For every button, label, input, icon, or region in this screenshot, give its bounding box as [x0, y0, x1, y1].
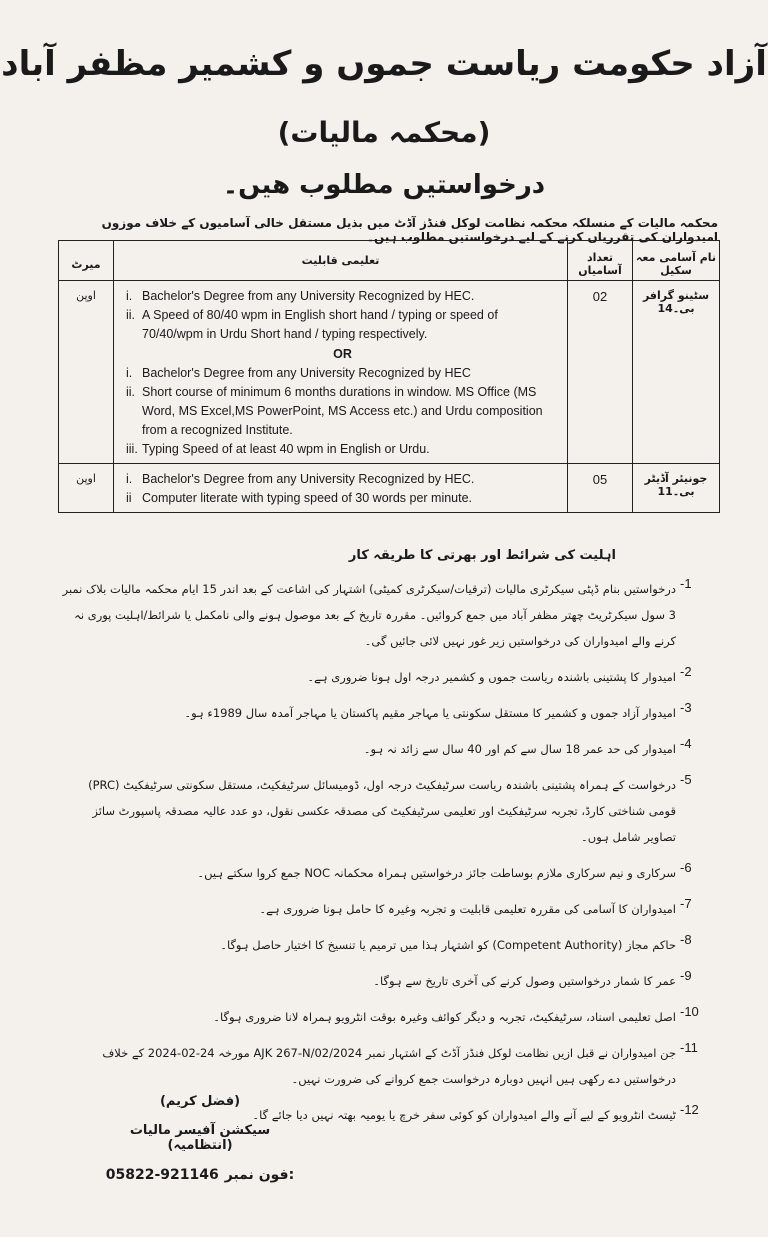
list-item	[58, 772, 720, 850]
condition-text: اصل تعلیمی اسناد، سرٹیفکیٹ، تجربہ و دیگر کوائف وغیرہ بوقت انٹرویو ہمراہ لانا ضروری ہوگا۔	[213, 1010, 676, 1024]
qualification-line	[126, 383, 559, 440]
list-item	[58, 896, 720, 922]
qualification-text: A Speed of 80/40 wpm in English short hand / typing or speed of 70/40/wpm in Urdu Short hand / typing respectively.	[142, 308, 498, 341]
condition-text: عمر کا شمار درخواستیں وصول کرنے کی آخری تاریخ سے ہوگا۔	[373, 974, 676, 988]
qualification-line	[126, 440, 559, 459]
condition-number: -2	[680, 664, 692, 679]
qualification-number: ii	[126, 491, 132, 505]
condition-number: -5	[680, 772, 692, 787]
qualification-line	[126, 489, 559, 508]
header-merit: میرٹ	[59, 241, 114, 281]
qualification-text: Typing Speed of at least 40 wpm in English or Urdu.	[142, 442, 430, 456]
condition-text: جن امیدواران نے قبل ازیں نظامت لوکل فنڈز آڈٹ کے اشتہار نمبر AJK 267-N/02/2024 مورخہ 24-02-2024 کے خلاف درخواستیں دے رکھی ہیں انہیں دوبارہ درخواست جمع کروانے کی ضرورت نہیں۔	[102, 1046, 676, 1086]
government-title: آزاد حکومت ریاست جموں و کشمیر مظفر آباد	[1, 44, 767, 84]
phone-line	[100, 1167, 300, 1183]
condition-number: -7	[680, 896, 692, 911]
qualification-number: ii.	[126, 308, 136, 322]
condition-number: -6	[680, 860, 692, 875]
merit-cell: اوپن	[59, 281, 114, 464]
conditions-list	[58, 576, 720, 1138]
post-cell: سٹینو گرافر بی۔14	[633, 281, 720, 464]
condition-text: ٹیسٹ انٹرویو کے لیے آنے والے امیدواران کو کوئی سفر خرچ یا یومیہ بھتہ نہیں دیا جائے گا۔	[252, 1108, 676, 1122]
qualification-number: iii.	[126, 442, 138, 456]
list-item	[58, 1040, 720, 1092]
condition-number: -4	[680, 736, 692, 751]
qualification-number: ii.	[126, 385, 136, 399]
qualification-number: i.	[126, 289, 133, 303]
list-item	[58, 860, 720, 886]
condition-text: امیدواران کا آسامی کی مقررہ تعلیمی قابلیت و تجربہ وغیرہ کا حامل ہونا ضروری ہے۔	[259, 902, 676, 916]
list-item	[58, 700, 720, 726]
or-separator: OR	[333, 347, 352, 361]
condition-number: -3	[680, 700, 692, 715]
qualification-line	[126, 287, 559, 306]
signature-block	[100, 1094, 300, 1183]
condition-text: امیدوار کا پشتینی باشندہ ریاست جموں و کشمیر درجہ اول ہونا ضروری ہے۔	[307, 670, 676, 684]
condition-number: -8	[680, 932, 692, 947]
conditions-title: اہلیت کی شرائط اور بھرتی کا طریقہ کار	[348, 548, 616, 563]
list-item	[58, 932, 720, 958]
merit-cell: اوپن	[59, 464, 114, 513]
department-title: (محکمہ مالیات)	[277, 116, 491, 149]
condition-text: حاکم مجاز (Competent Authority) کو اشتہار ہذا میں ترمیم یا تنسیخ کا اختیار حاصل ہوگا۔	[220, 938, 676, 952]
qualification-text: Computer literate with typing speed of 30 words per minute.	[142, 491, 473, 505]
header-post: نام آسامی معہ سکیل	[633, 241, 720, 281]
table-header-row	[59, 241, 720, 281]
condition-text: امیدوار آزاد جموں و کشمیر کا مستقل سکونتی یا مہاجر مقیم پاکستان یا مہاجر آمدہ سال 1989ء ہو۔	[184, 706, 676, 720]
condition-number: -1	[680, 576, 692, 591]
qualification-text: Bachelor's Degree from any University Recognized by HEC.	[142, 472, 475, 486]
qualification-cell	[114, 464, 568, 513]
condition-text: درخواستیں بنام ڈپٹی سیکرٹری مالیات (ترقیات/سیکرٹری کمیٹی) اشتہار کی اشاعت کے بعد اندر 15 ایام محکمہ مالیات بلاک نمبر 3 سول سیکرٹریٹ چھتر مظفر آباد میں جمع کروائیں۔ مقررہ تاریخ کے بعد موصول ہونے والی نامکمل یا شرائط/اہلیت پوری نہ کرنے والے امیدواران کی درخواستیں زیر غور نہیں لائی جائیں گی۔	[62, 582, 676, 648]
signatory-name: (فضل کریم)	[159, 1094, 241, 1109]
condition-number: -9	[680, 968, 692, 983]
qualification-number: i.	[126, 472, 133, 486]
header-qualification: تعلیمی قابلیت	[114, 241, 568, 281]
qualification-cell	[114, 281, 568, 464]
qualification-line	[126, 364, 559, 383]
qualification-line	[126, 306, 559, 344]
applications-heading: درخواستیں مطلوب ھیں۔	[222, 170, 546, 200]
count-cell: 02	[568, 281, 633, 464]
qualification-text: Bachelor's Degree from any University Recognized by HEC.	[142, 289, 475, 303]
list-item	[58, 576, 720, 654]
post-cell: جونیئر آڈیٹر بی۔11	[633, 464, 720, 513]
list-item	[58, 736, 720, 762]
posts-table	[58, 240, 720, 513]
list-item	[58, 968, 720, 994]
condition-text: امیدوار کی حد عمر 18 سال سے کم اور 40 سال سے زائد نہ ہو۔	[363, 742, 676, 756]
list-item	[58, 1004, 720, 1030]
signatory-office: سیکشن آفیسر مالیات (انتظامیہ)	[129, 1123, 271, 1153]
qualification-text: Bachelor's Degree from any University Recognized by HEC	[142, 366, 471, 380]
qualification-number: i.	[126, 366, 133, 380]
condition-number: -11	[680, 1040, 698, 1055]
condition-text: سرکاری و نیم سرکاری ملازم بوساطت جائز درخواستیں ہمراہ محکمانہ NOC جمع کروا سکتے ہیں۔	[197, 866, 676, 880]
qualification-line	[126, 470, 559, 489]
condition-text: درخواست کے ہمراہ پشتینی باشندہ ریاست سرٹیفکیٹ درجہ اول، ڈومیسائل سرٹیفکیٹ، مستقل سکونتی سرٹیفکیٹ (PRC) قومی شناختی کارڈ، تجربہ سرٹیفکیٹ اور تعلیمی سرٹیفکیٹ کی مصدقہ عکسی نقول، دو عدد عالیہ مصدقہ پاسپورٹ سائز تصاویر شامل ہوں۔	[88, 778, 676, 844]
condition-number: -12	[680, 1102, 699, 1117]
phone-number: 05822-921146	[105, 1167, 219, 1183]
qualification-text: Short course of minimum 6 months durations in window. MS Office (MS Word, MS Excel,MS PowerPoint, MS Access etc.) and Urdu composition from a recognized Institute.	[142, 385, 543, 437]
condition-number: -10	[680, 1004, 699, 1019]
count-cell: 05	[568, 464, 633, 513]
phone-label: فون نمبر:	[224, 1167, 295, 1183]
table-row	[59, 464, 720, 513]
intro-text: محکمہ مالیات کے منسلکہ محکمہ نظامت لوکل فنڈز آڈٹ میں بذیل مستقل خالی آسامیوں کے خلاف موزوں امیدواران کی تقرریاں کرنے کے لیے درخواستیں مطلوب ہیں۔	[101, 216, 718, 244]
table-row	[59, 281, 720, 464]
header-count: تعداد آسامیاں	[568, 241, 633, 281]
list-item	[58, 664, 720, 690]
